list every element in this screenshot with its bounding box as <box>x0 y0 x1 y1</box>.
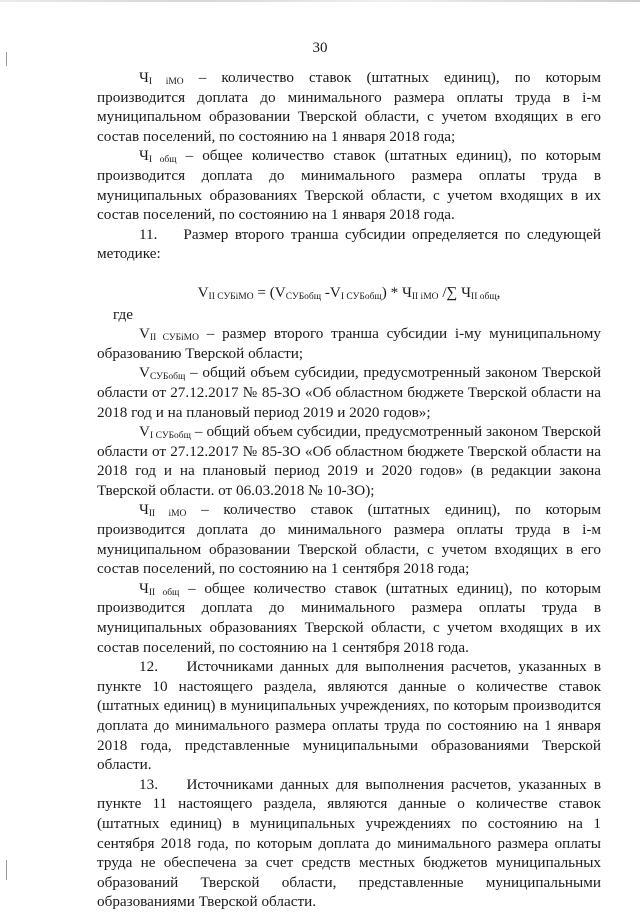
definition-v-ii-imo <box>97 324 601 363</box>
clause-11: 11. Размер второго транша субсидии определяется по следующей методике: <box>97 225 601 263</box>
scan-margin-mark <box>6 860 7 880</box>
definition-ch-ii-imo <box>97 500 601 578</box>
definition-ch-ii-total <box>97 579 601 657</box>
definition-text: – количество ставок (штатных единиц), по которым производится доплата до минимального размера оплаты труда в i-м муниципальном образовании Тверской области, с учетом входящих в его состав поселений, по состоянию на 1 января 2018 года; <box>97 69 601 145</box>
symbol-subscript: СУБобщ <box>149 372 186 383</box>
formula-part: V <box>197 283 209 301</box>
clause-12: 12. Источниками данных для выполнения расчетов, указанных в пункте 10 настоящего раздела, являются данные о количестве ставок (штатных единиц) в муниципальных учреждениях, по которым производится доплата до минимального размера оплаты труда по состоянию на 1 января 2018 года, представленные муниципальными образованиями Тверской области. <box>97 658 601 774</box>
symbol-subscript: II общ <box>148 587 180 598</box>
page-number: 30 <box>312 40 328 56</box>
symbol: V <box>139 325 150 343</box>
formula-part: = (V <box>253 283 286 301</box>
symbol: V <box>139 423 150 441</box>
definition-ch-i-total <box>97 146 601 224</box>
definition-v-sub-total <box>97 363 601 422</box>
document-body <box>97 68 601 912</box>
definition-text: – общий объем субсидии, предусмотренный законом Тверской области от 27.12.2017 № 85-ЗО «Об областном бюджете Тверской области на 2018 год и на плановый период 2019 и 2020 годов» (в редакции закона Тверской области. от 06.03.2018 № 10-ЗО); <box>97 423 601 499</box>
formula-subscript: I СУБобщ <box>340 291 382 302</box>
formula-subscript: II общ <box>471 291 497 302</box>
definition-text: – размер второго транша субсидии i-му муниципальному образованию Тверской области; <box>97 325 602 362</box>
formula <box>97 283 601 303</box>
definition-text: – общий объем субсидии, предусмотренный законом Тверской области от 27.12.2017 № 85-ЗО «Об областном бюджете Тверской области на 2018 год и на плановый период 2019 и 2020 годов»; <box>97 364 601 421</box>
definition-v-i-sub-total <box>97 422 601 500</box>
symbol-subscript: I iMO <box>148 77 184 87</box>
formula-part: /∑ Ч <box>438 283 472 301</box>
formula-subscript: II iМО <box>411 291 439 302</box>
formula-part: ) * Ч <box>381 283 412 301</box>
where-label: где <box>113 305 133 323</box>
symbol: Ч <box>139 147 149 165</box>
symbol-subscript: I общ <box>148 155 177 166</box>
scan-edge <box>0 0 640 2</box>
formula-part: -V <box>321 283 341 301</box>
symbol: Ч <box>139 501 149 519</box>
definition-text: – общее количество ставок (штатных единиц), по которым производится доплата до минимального размера оплаты труда в муниципальных образованиях Тверской области, с учетом входящих в их состав поселений, по состоянию на 1 сентября 2018 года. <box>97 579 602 656</box>
symbol-subscript: II iМО <box>148 509 187 520</box>
symbol-subscript: II СУБiМО <box>149 333 199 344</box>
formula-subscript: II СУБiМО <box>208 291 254 302</box>
definition-text: – общее количество ставок (штатных единиц), по которым производится доплата до минимального размера оплаты труда в муниципальных образованиях Тверской области, с учетом входящих в их состав поселений, по состоянию на 1 января 2018 года. <box>97 147 602 224</box>
clause-13: 13. Источниками данных для выполнения расчетов, указанных в пункте 11 настоящего раздела, являются данные о количестве ставок (штатных единиц) в муниципальных учреждениях по состоянию на 1 сентября 2018 года, по которым доплата до минимального размера оплаты труда не обеспечена за счет средств местных бюджетов муниципальных образований Тверской области, представленные муниципальными образованиями Тверской области. <box>97 775 601 911</box>
symbol: Ч <box>139 579 149 597</box>
definition-ch-i-imo <box>97 68 601 146</box>
definition-text: – количество ставок (штатных единиц), по которым производится доплата до минимального размера оплаты труда в i-м муниципальном образовании Тверской области, с учетом входящих в его состав поселений, по состоянию на 1 сентября 2018 года; <box>97 501 601 578</box>
formula-part: , <box>496 283 501 301</box>
symbol: V <box>139 364 150 382</box>
symbol-subscript: I СУБобщ <box>149 431 191 442</box>
symbol: Ч <box>139 69 149 86</box>
formula-subscript: СУБобщ <box>285 291 322 302</box>
